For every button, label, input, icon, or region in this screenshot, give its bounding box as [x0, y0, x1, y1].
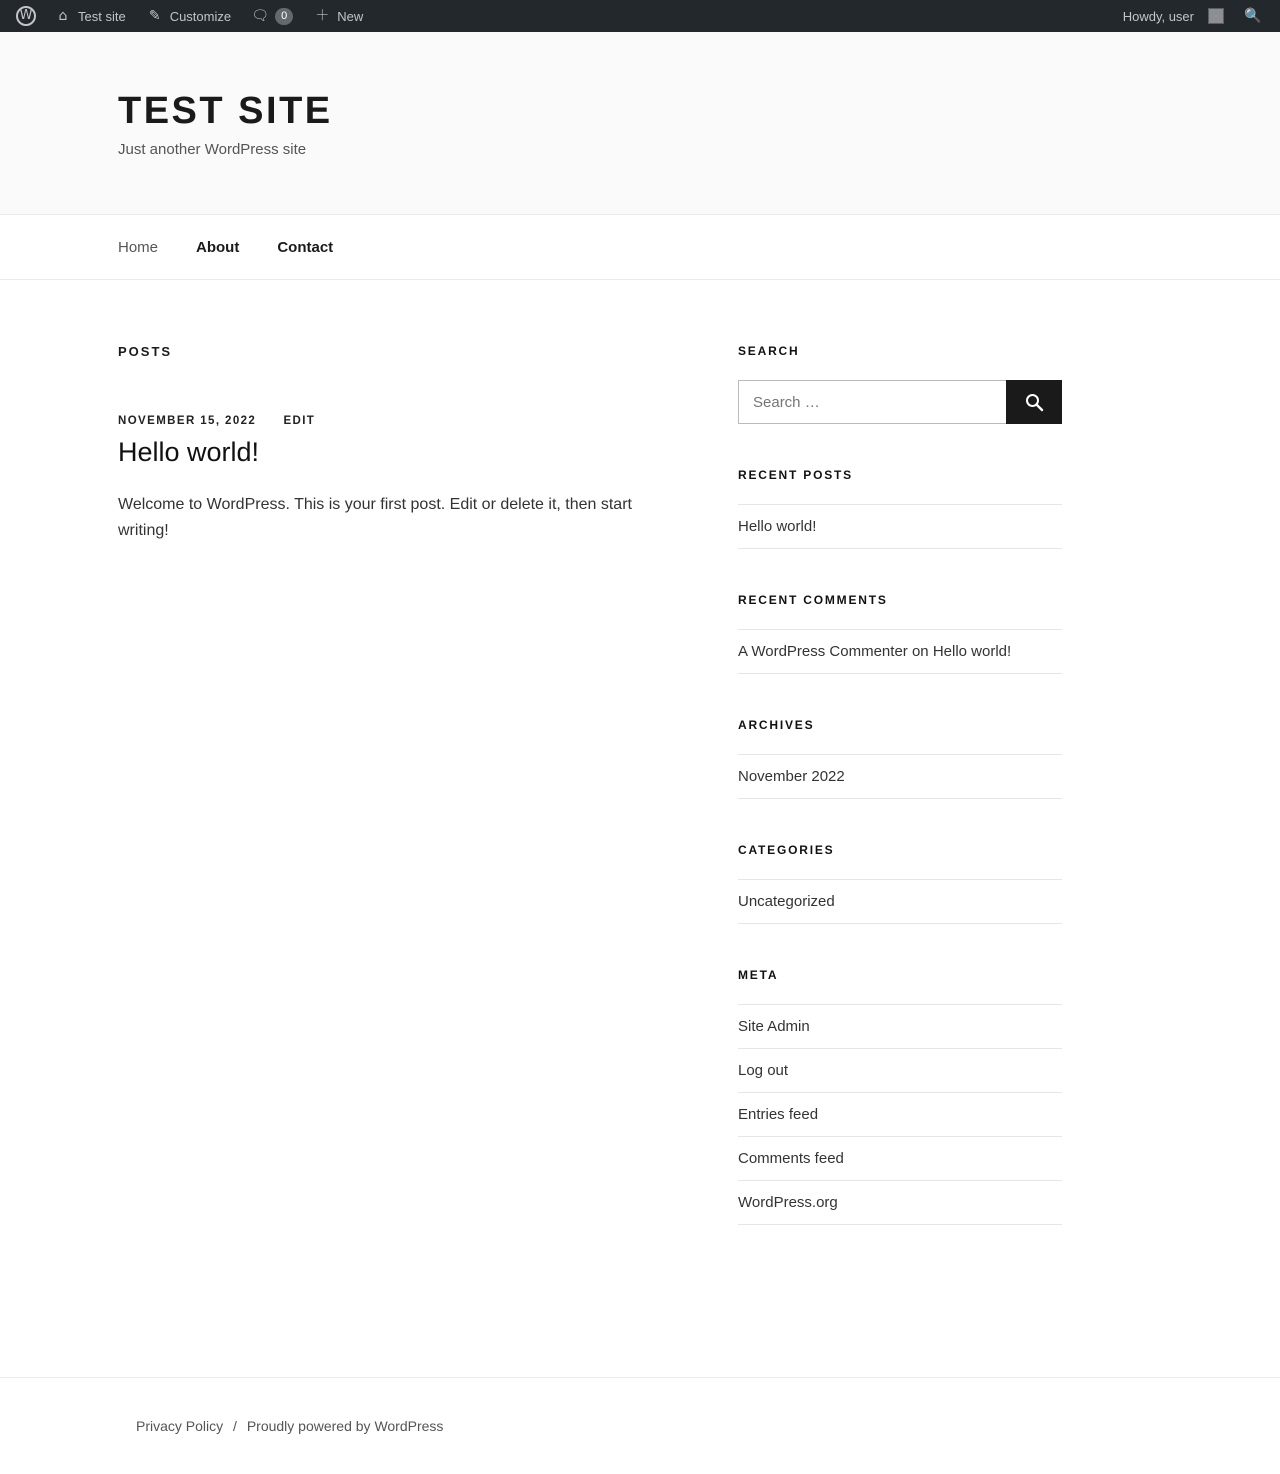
search-input[interactable] [738, 380, 1006, 424]
category-link[interactable]: Uncategorized [738, 893, 835, 910]
paintbrush-icon: ✎ [148, 8, 161, 24]
search-submit-button[interactable] [1006, 380, 1062, 424]
post-content [118, 492, 658, 544]
widget-categories [738, 843, 1062, 924]
meta-link-entries-feed[interactable]: Entries feed [738, 1106, 819, 1123]
post-article [118, 415, 658, 544]
post-body-text: Welcome to WordPress. This is your first post. Edit or delete it, then start writing! [118, 496, 632, 539]
user-avatar [1208, 8, 1224, 24]
meta-link-site-admin[interactable]: Site Admin [738, 1018, 810, 1035]
search-icon: 🔍 [1244, 8, 1262, 24]
admin-bar-new-label: New [337, 8, 364, 24]
admin-bar-search[interactable] [1234, 0, 1272, 32]
list-item [738, 879, 1062, 924]
widget-search [738, 344, 1062, 424]
site-footer [0, 1377, 1280, 1474]
site-header [0, 32, 1280, 215]
admin-bar-site-name[interactable] [44, 0, 136, 32]
widget-categories-title: CATEGORIES [738, 843, 835, 857]
nav-item-contact[interactable]: Contact [277, 238, 334, 256]
meta-link-comments-feed[interactable]: Comments feed [738, 1150, 844, 1167]
widget-recent-posts [738, 468, 1062, 549]
privacy-policy-link[interactable]: Privacy Policy [136, 1418, 224, 1434]
admin-bar [0, 0, 1280, 32]
widget-recent-comments [738, 593, 1062, 674]
categories-list [738, 879, 1062, 924]
comment-bubble-icon: 🗨 [251, 8, 269, 24]
widget-recent-comments-title: RECENT COMMENTS [738, 593, 888, 607]
meta-list [738, 1004, 1062, 1225]
powered-by-link[interactable]: Proudly powered by WordPress [246, 1418, 444, 1434]
sidebar [738, 344, 1062, 1269]
nav-item-home[interactable]: Home [118, 238, 159, 256]
site-description: Just another WordPress site [118, 141, 307, 158]
list-item [738, 1137, 1062, 1181]
admin-bar-howdy-label: Howdy, user [1122, 8, 1194, 24]
list-item [738, 1049, 1062, 1093]
archives-list [738, 754, 1062, 799]
list-item [738, 1181, 1062, 1225]
list-item [738, 1004, 1062, 1049]
list-item [738, 754, 1062, 799]
post-meta [118, 415, 658, 427]
admin-bar-my-account[interactable] [1113, 0, 1234, 32]
comment-post-link[interactable]: Hello world! [932, 643, 1012, 660]
admin-bar-wordpress-logo[interactable] [8, 0, 44, 32]
list-item [738, 504, 1062, 549]
page-title[interactable]: TEST SITE [118, 90, 333, 132]
admin-bar-customize-label: Customize [169, 8, 232, 24]
recent-comments-list [738, 629, 1062, 674]
primary-navigation [0, 215, 1280, 280]
meta-link-wordpress-org[interactable]: WordPress.org [738, 1194, 838, 1211]
posts-heading: POSTS [118, 344, 173, 359]
widget-archives [738, 718, 1062, 799]
search-icon [1024, 392, 1044, 412]
footer-credits [118, 1418, 1162, 1434]
admin-bar-site-name-label: Test site [78, 8, 126, 24]
widget-meta-title: META [738, 968, 779, 982]
recent-post-link[interactable]: Hello world! [738, 518, 817, 535]
post-edit-link[interactable]: EDIT [283, 415, 316, 427]
footer-separator: / [233, 1418, 237, 1434]
admin-bar-comments[interactable] [241, 0, 303, 32]
wordpress-logo-icon: W [16, 6, 36, 26]
widget-meta [738, 968, 1062, 1225]
list-item [738, 1093, 1062, 1137]
admin-bar-new[interactable] [303, 0, 373, 32]
dashboard-icon: ⌂ [58, 8, 68, 24]
post-title[interactable]: Hello world! [118, 437, 260, 467]
widget-recent-posts-title: RECENT POSTS [738, 468, 853, 482]
archive-link[interactable]: November 2022 [738, 768, 845, 785]
post-date[interactable]: NOVEMBER 15, 2022 [118, 415, 257, 427]
admin-bar-comments-count: 0 [275, 8, 293, 25]
meta-link-log-out[interactable]: Log out [738, 1062, 789, 1079]
main-content [118, 344, 658, 544]
widget-search-title: SEARCH [738, 344, 800, 358]
search-form [738, 380, 1062, 424]
list-item [738, 629, 1062, 674]
nav-item-about[interactable]: About [196, 238, 240, 256]
content-area [94, 280, 1186, 1269]
plus-icon: ＋ [315, 8, 330, 24]
admin-bar-account-area [1113, 0, 1272, 32]
comment-on-word: on [911, 643, 929, 660]
recent-posts-list [738, 504, 1062, 549]
admin-bar-customize[interactable] [136, 0, 241, 32]
comment-author-link[interactable]: A WordPress Commenter [738, 643, 908, 660]
widget-archives-title: ARCHIVES [738, 718, 815, 732]
